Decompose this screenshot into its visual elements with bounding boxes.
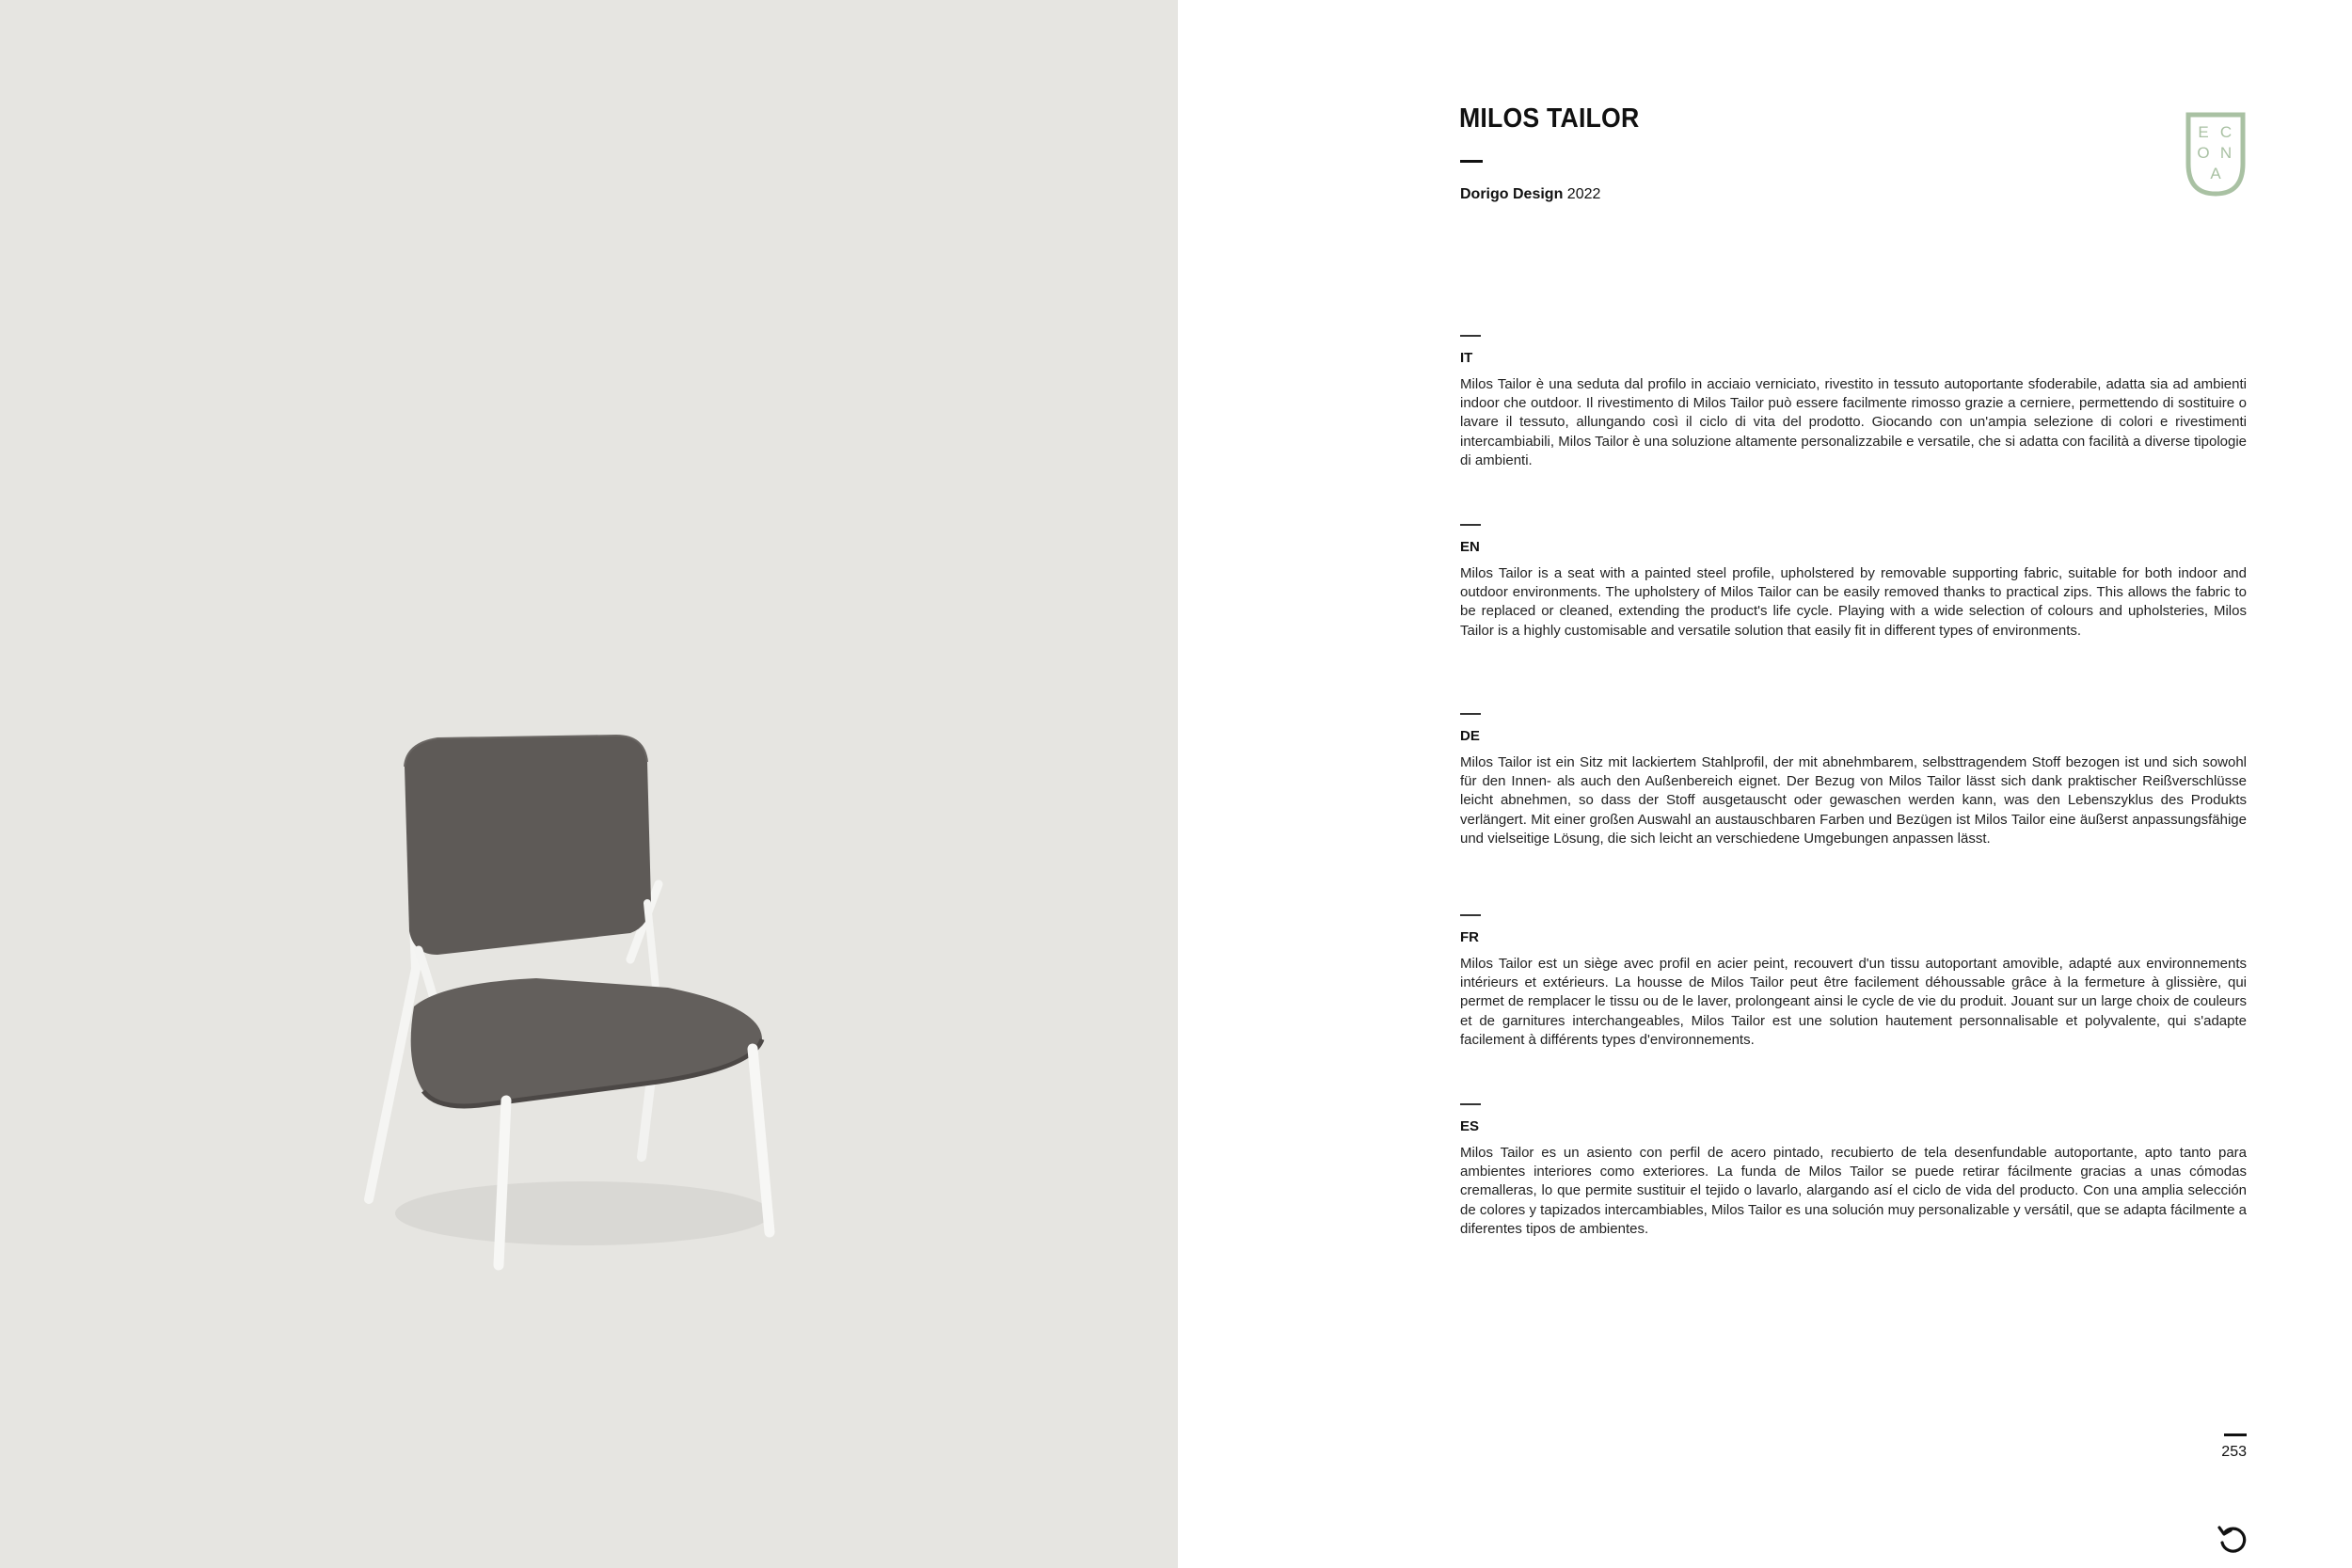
description-text: Milos Tailor is a seat with a painted steel profile, upholstered by removable supporting fabric, suitable for both indoor and outdoor environments. The upholstery of Milos Tailor can be easily removed thanks to practical zips. This allows the fabric to be replaced or cleaned, extending the product's life cycle. Playing with a wide selection of colours and upholsteries, Milos Tailor is a highly customisable and versatile solution that easily fit in different types of environments. xyxy=(1460,565,2247,639)
language-code: DE xyxy=(1460,728,1480,744)
badge-letter-n: N xyxy=(2219,144,2233,162)
title-divider xyxy=(1460,160,1483,163)
section-divider xyxy=(1460,914,1481,916)
page-number: 253 xyxy=(2221,1444,2247,1460)
designer-name: Dorigo Design xyxy=(1460,186,1564,202)
section-divider xyxy=(1460,524,1481,526)
description-section-es xyxy=(1460,1103,2247,1239)
badge-letter-e: E xyxy=(2198,123,2209,141)
description-text: Milos Tailor ist ein Sitz mit lackiertem Stahlprofil, der mit abnehmbarem, selbsttragendem Stoff bezogen ist und sich sowohl für den Innen- als auch den Außenbereich eignet. Der Bezug von Milos Tailor lässt sich dank praktischer Reißverschlüsse leicht abnehmen, so dass der Stoff ausgetauscht oder gewaschen werden kann, was den Lebenszyklus des Produkts verlängert. Mit einer großen Auswahl an austauschbaren Farben und Bezügen ist Milos Tailor eine äußerst anpassungsfähige und vielseitige Lösung, die sich leicht an verschiedene Umgebungen anpassen lässt. xyxy=(1460,754,2247,847)
badge-letter-o: O xyxy=(2197,144,2210,162)
language-code: FR xyxy=(1460,929,1479,945)
designer-line xyxy=(1460,186,1600,203)
description-text: Milos Tailor è una seduta dal profilo in acciaio verniciato, rivestito in tessuto autoportante sfoderabile, adatta sia ad ambienti indoor che outdoor. Il rivestimento di Milos Tailor può essere facilmente rimosso grazie a cerniere, permettendo di sostituire o lavare il tessuto, allungando così il ciclo di vita del prodotto. Giocando con un'ampia selezione di colori e rivestimenti intercambiabili, Milos Tailor è una soluzione altamente personalizzabile e versatile, che si adatta con facilità a diverse tipologie di ambienti. xyxy=(1460,376,2248,468)
page-number-divider xyxy=(2224,1433,2247,1436)
description-section-de xyxy=(1460,713,2247,848)
section-divider xyxy=(1460,713,1481,715)
chair-image xyxy=(348,724,800,1289)
section-divider xyxy=(1460,335,1481,337)
econa-badge-icon xyxy=(2185,111,2247,198)
design-year: 2022 xyxy=(1566,186,1601,202)
badge-letter-a: A xyxy=(2210,165,2221,182)
description-section-fr xyxy=(1460,914,2247,1050)
language-code: EN xyxy=(1460,539,1480,555)
description-text: Milos Tailor est un siège avec profil en acier peint, recouvert d'un tissu autoportant amovible, adapté aux environnements intérieurs et extérieurs. La housse de Milos Tailor peut être facilement déhoussable grâce à la fermeture à glissière, qui permet de remplacer le tissu ou de le laver, prolongeant ainsi le cycle de vie du produit. Jouant sur un large choix de couleurs et de garnitures interchangeables, Milos Tailor est une solution hautement personnalisable et polyvalente, qui s'adapte facilement à différents types d'environnements. xyxy=(1460,956,2247,1048)
language-code: ES xyxy=(1460,1118,1480,1134)
description-section-en xyxy=(1460,524,2247,641)
description-text: Milos Tailor es un asiento con perfil de acero pintado, recubierto de tela desenfundable autoportante, apto tanto para ambientes interiores como exteriores. La funda de Milos Tailor se puede retirar fácilmente gracias a unas cómodas cremalleras, lo que permite sustituir el tejido o lavarlo, alargando así el ciclo de vida del producto. Con una amplia selección de colores y tapizados intercambiables, Milos Tailor es una solución muy personalizable y versátil, que se adapta fácilmente a diferentes tipos de ambientes. xyxy=(1460,1145,2247,1237)
badge-letter-c: C xyxy=(2219,123,2233,141)
language-code: IT xyxy=(1460,350,1473,366)
rotate-ccw-icon[interactable] xyxy=(2216,1522,2249,1556)
product-title: MILOS TAILOR xyxy=(1459,103,1640,134)
description-section-it xyxy=(1460,335,2247,470)
section-divider xyxy=(1460,1103,1481,1105)
